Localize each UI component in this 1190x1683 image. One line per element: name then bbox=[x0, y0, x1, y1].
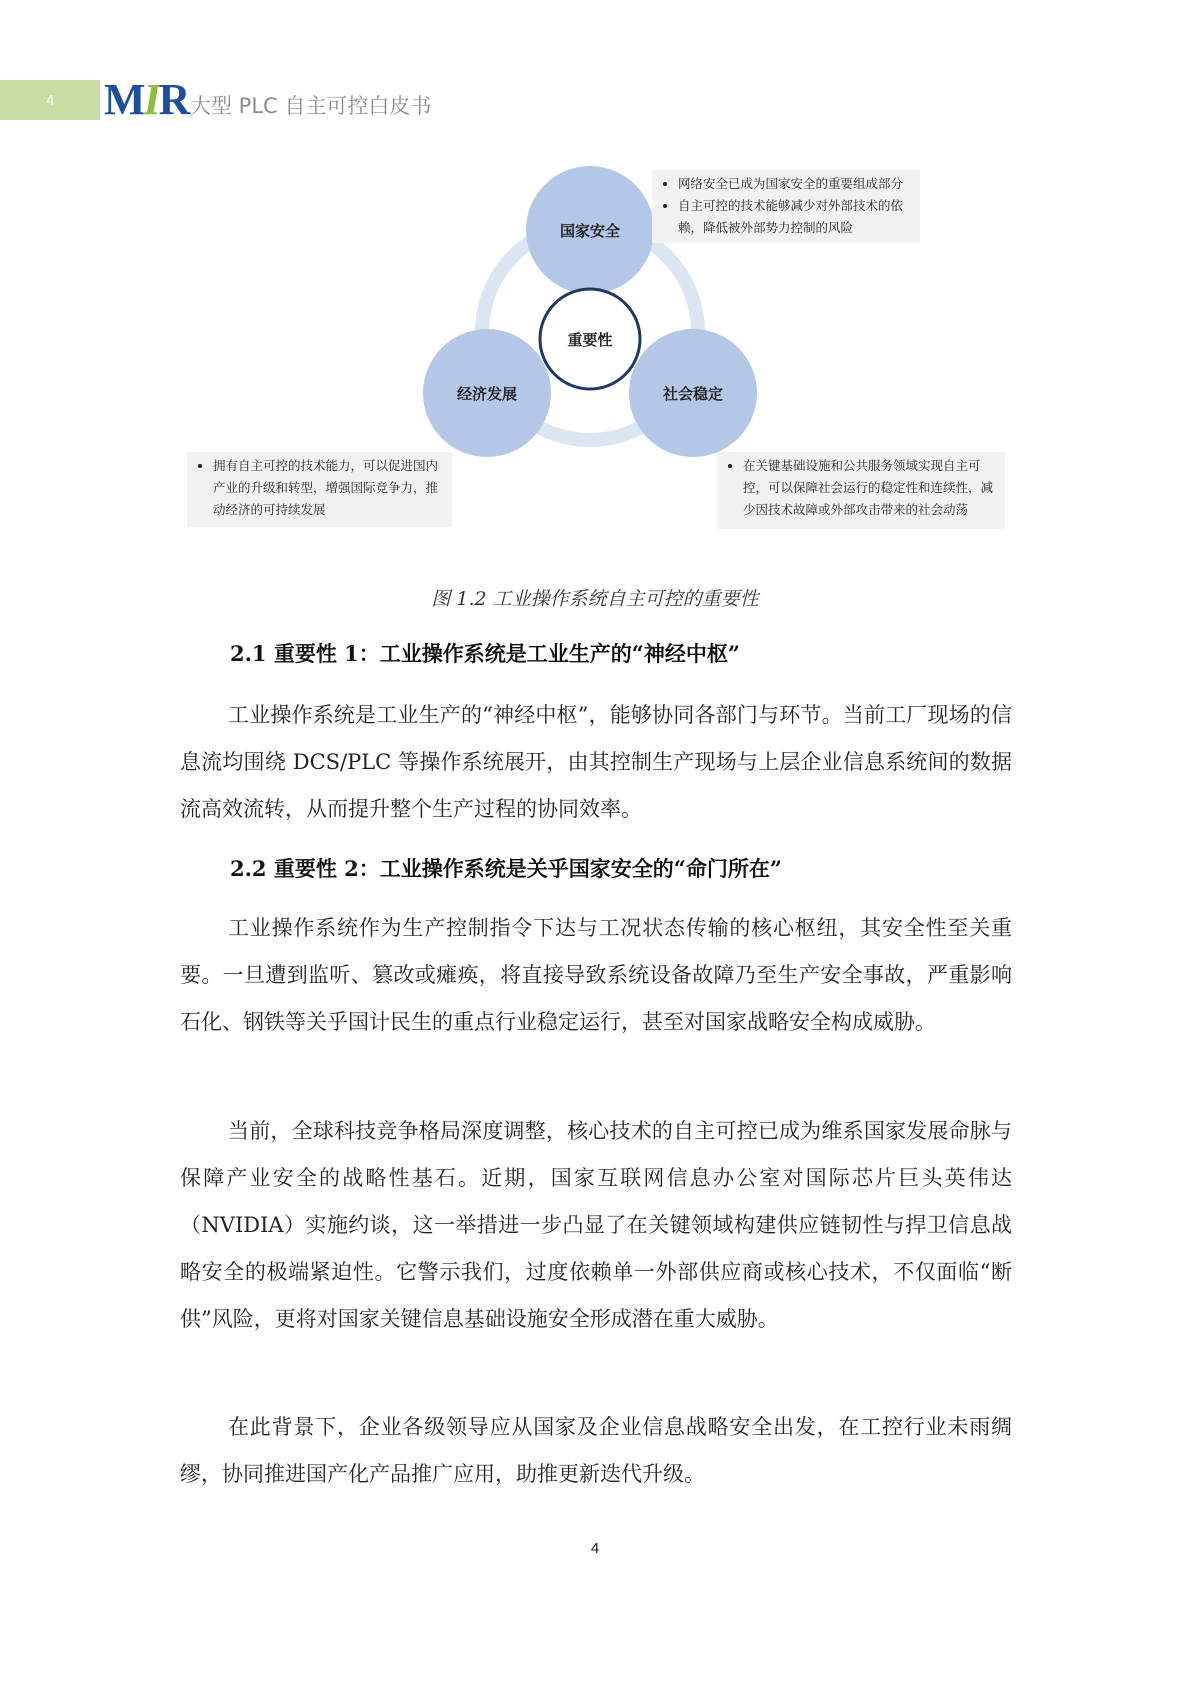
figure-caption: 图 1.2 工业操作系统自主可控的重要性 bbox=[431, 588, 759, 610]
logo-m: M bbox=[104, 75, 144, 124]
paragraph: 工业操作系统作为生产控制指令下达与工况状态传输的核心枢纽，其安全性至关重要。一旦遭到监听、篡改或瘫痪，将直接导致系统设备故障乃至生产安全事故，严重影响石化、钢铁等关乎国计民生的重点行业稳定运行，甚至对国家战略安全构成威胁。 bbox=[180, 916, 1012, 1034]
paragraph: 工业操作系统是工业生产的“神经中枢”，能够协同各部门与环节。当前工厂现场的信息流均围绕 DCS/PLC 等操作系统展开，由其控制生产现场与上层企业信息系统间的数据流高效流转，从而提升整个生产过程的协同效率。 bbox=[180, 703, 1012, 821]
paragraph: 当前，全球科技竞争格局深度调整，核心技术的自主可控已成为维系国家发展命脉与保障产业安全的战略性基石。近期，国家互联网信息办公室对国际芯片巨头英伟达（NVIDIA）实施约谈，这一举措进一步凸显了在关键领域构建供应链韧性与捍卫信息战略安全的极端紧迫性。它警示我们，过度依赖单一外部供应商或核心技术，不仅面临“断供”风险，更将对国家关键信息基础设施安全形成潜在重大威胁。 bbox=[180, 1119, 1012, 1331]
note-item: • 网络安全已成为国家安全的重要组成部分 bbox=[678, 173, 912, 195]
logo-i: I bbox=[143, 75, 159, 124]
note-item: • 拥有自主可控的技术能力，可以促进国内产业的升级和转型，增强国际竞争力，推动经济的可持续发展 bbox=[213, 455, 444, 521]
note-national-security bbox=[652, 170, 920, 243]
node-label-economic-development: 经济发展 bbox=[456, 384, 517, 403]
node-label-national-security: 国家安全 bbox=[559, 221, 620, 240]
header-page-number: 4 bbox=[45, 91, 55, 109]
importance-diagram bbox=[0, 0, 1190, 540]
logo-r: R bbox=[158, 75, 189, 124]
footer-page-number: 4 bbox=[590, 1540, 600, 1557]
document-title: 大型 PLC 自主可控白皮书 bbox=[190, 94, 432, 118]
center-label-importance: 重要性 bbox=[567, 330, 613, 349]
section-heading: 2.2 重要性 2：工业操作系统是关乎国家安全的“命门所在” bbox=[230, 856, 782, 881]
note-item: • 自主可控的技术能够减少对外部技术的依赖，降低被外部势力控制的风险 bbox=[678, 195, 912, 239]
note-social-stability bbox=[717, 452, 1005, 529]
node-label-social-stability: 社会稳定 bbox=[662, 384, 723, 403]
paragraph: 在此背景下，企业各级领导应从国家及企业信息战略安全出发，在工控行业未雨绸缪，协同推进国产化产品推广应用，助推更新迭代升级。 bbox=[180, 1415, 1012, 1486]
diagram-svg bbox=[0, 0, 1190, 540]
note-item: • 在关键基础设施和公共服务领域实现自主可控，可以保障社会运行的稳定性和连续性，减少因技术故障或外部攻击带来的社会动荡 bbox=[743, 455, 997, 521]
note-economic-development bbox=[187, 452, 452, 527]
section-heading: 2.1 重要性 1：工业操作系统是工业生产的“神经中枢” bbox=[230, 641, 740, 666]
